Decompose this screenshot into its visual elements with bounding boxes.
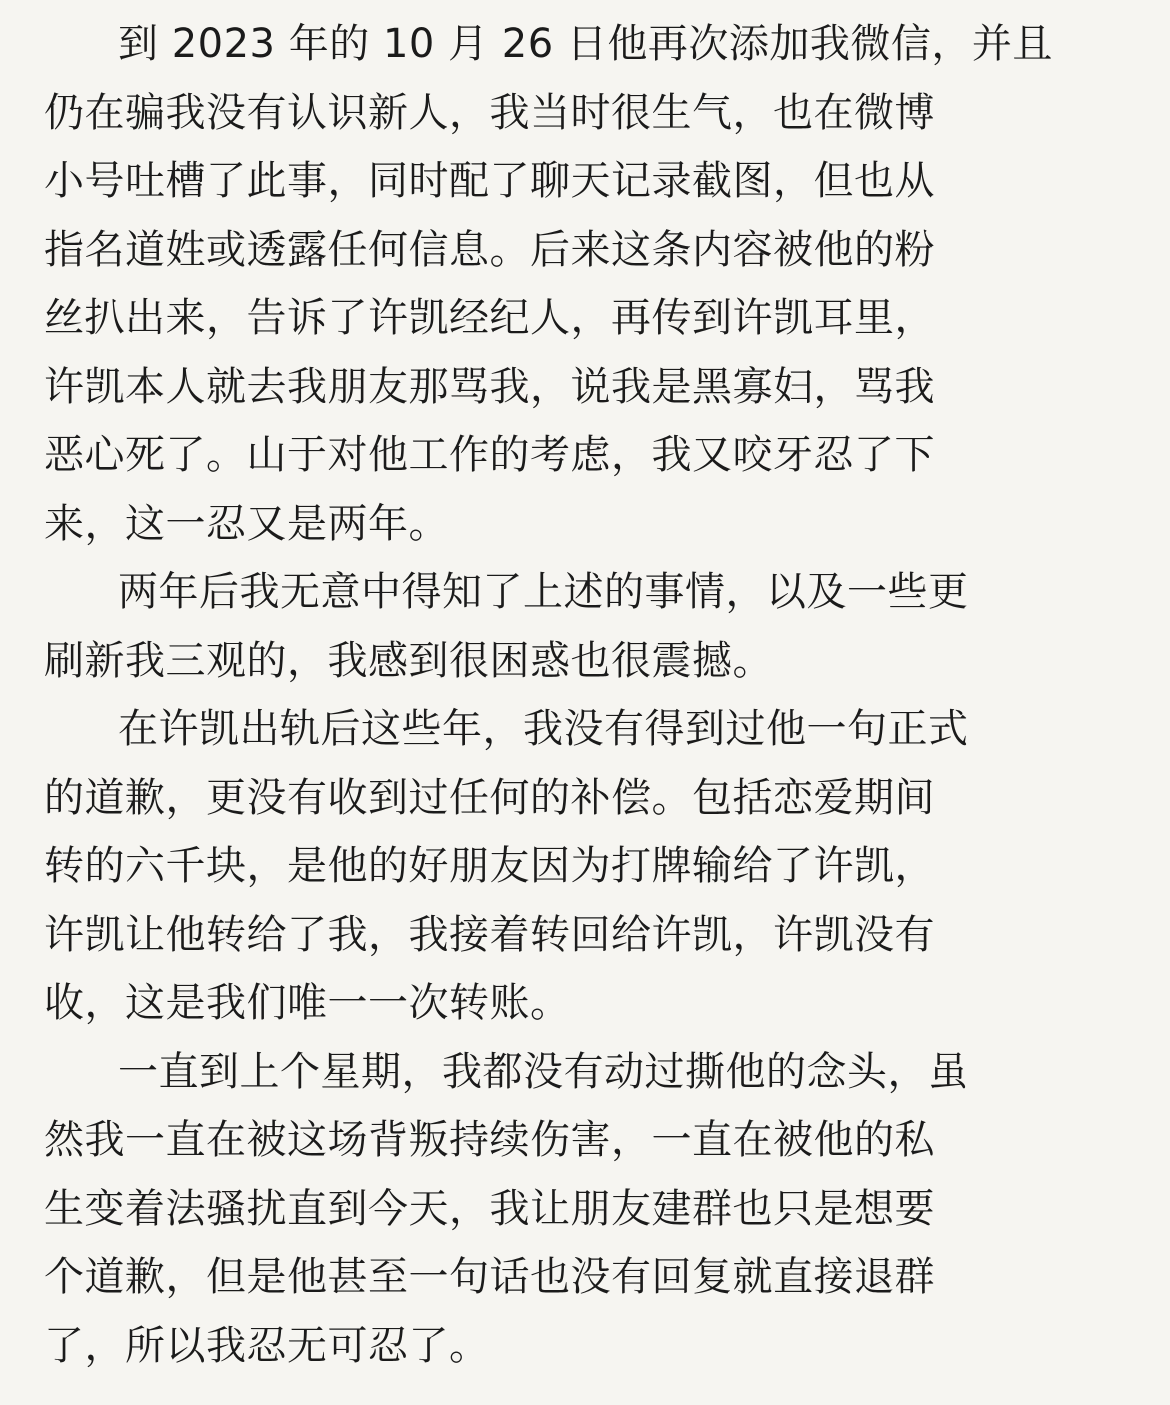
text-line: 收，这是我们唯一一次转账。 [44,980,571,1026]
text-line: 一直到上个星期，我都没有动过撕他的念头，虽 [118,1048,969,1095]
paragraph [44,10,1118,558]
text-line: 了，所以我忍无可忍了。 [44,1322,490,1369]
text-line: 许凯让他转给了我，我接着转回给许凯，许凯没有 [44,911,935,958]
text-line: 转的六千块，是他的好朋友因为打牌输给了许凯， [44,843,935,889]
paragraph [44,695,1118,1038]
text-line: 仍在骗我没有认识新人，我当时很生气，也在微博 [44,89,935,136]
text-line: 两年后我无意中得知了上述的事情，以及一些更 [118,569,969,615]
text-line: 的道歉，更没有收到过任何的补偿。包括恋爱期间 [44,774,935,821]
text-line: 在许凯出轨后这些年，我没有得到过他一句正式 [118,706,969,752]
text-line: 指名道姓或透露任何信息。后来这条内容被他的粉 [44,226,935,273]
text-line: 到 2023 年的 10 月 26 日他再次添加我微信，并且 [118,21,1053,67]
text-line: 来，这一忍又是两年。 [44,500,449,547]
paragraph [44,558,1118,695]
paragraph [44,1038,1118,1381]
text-line: 许凯本人就去我朋友那骂我，说我是黑寡妇，骂我 [44,363,935,410]
text-line: 刷新我三观的，我感到很困惑也很震撼。 [44,637,773,684]
text-line: 恶心死了。山于对他工作的考虑，我又咬牙忍了下 [44,432,935,478]
text-line: 丝扒出来，告诉了许凯经纪人，再传到许凯耳里， [44,295,935,341]
text-line: 个道歉，但是他甚至一句话也没有回复就直接退群 [44,1254,935,1300]
text-line: 生变着法骚扰直到今天，我让朋友建群也只是想要 [44,1185,935,1232]
text-line: 然我一直在被这场背叛持续伤害，一直在被他的私 [44,1117,935,1163]
text-line: 小号吐槽了此事，同时配了聊天记录截图，但也从 [44,158,935,204]
